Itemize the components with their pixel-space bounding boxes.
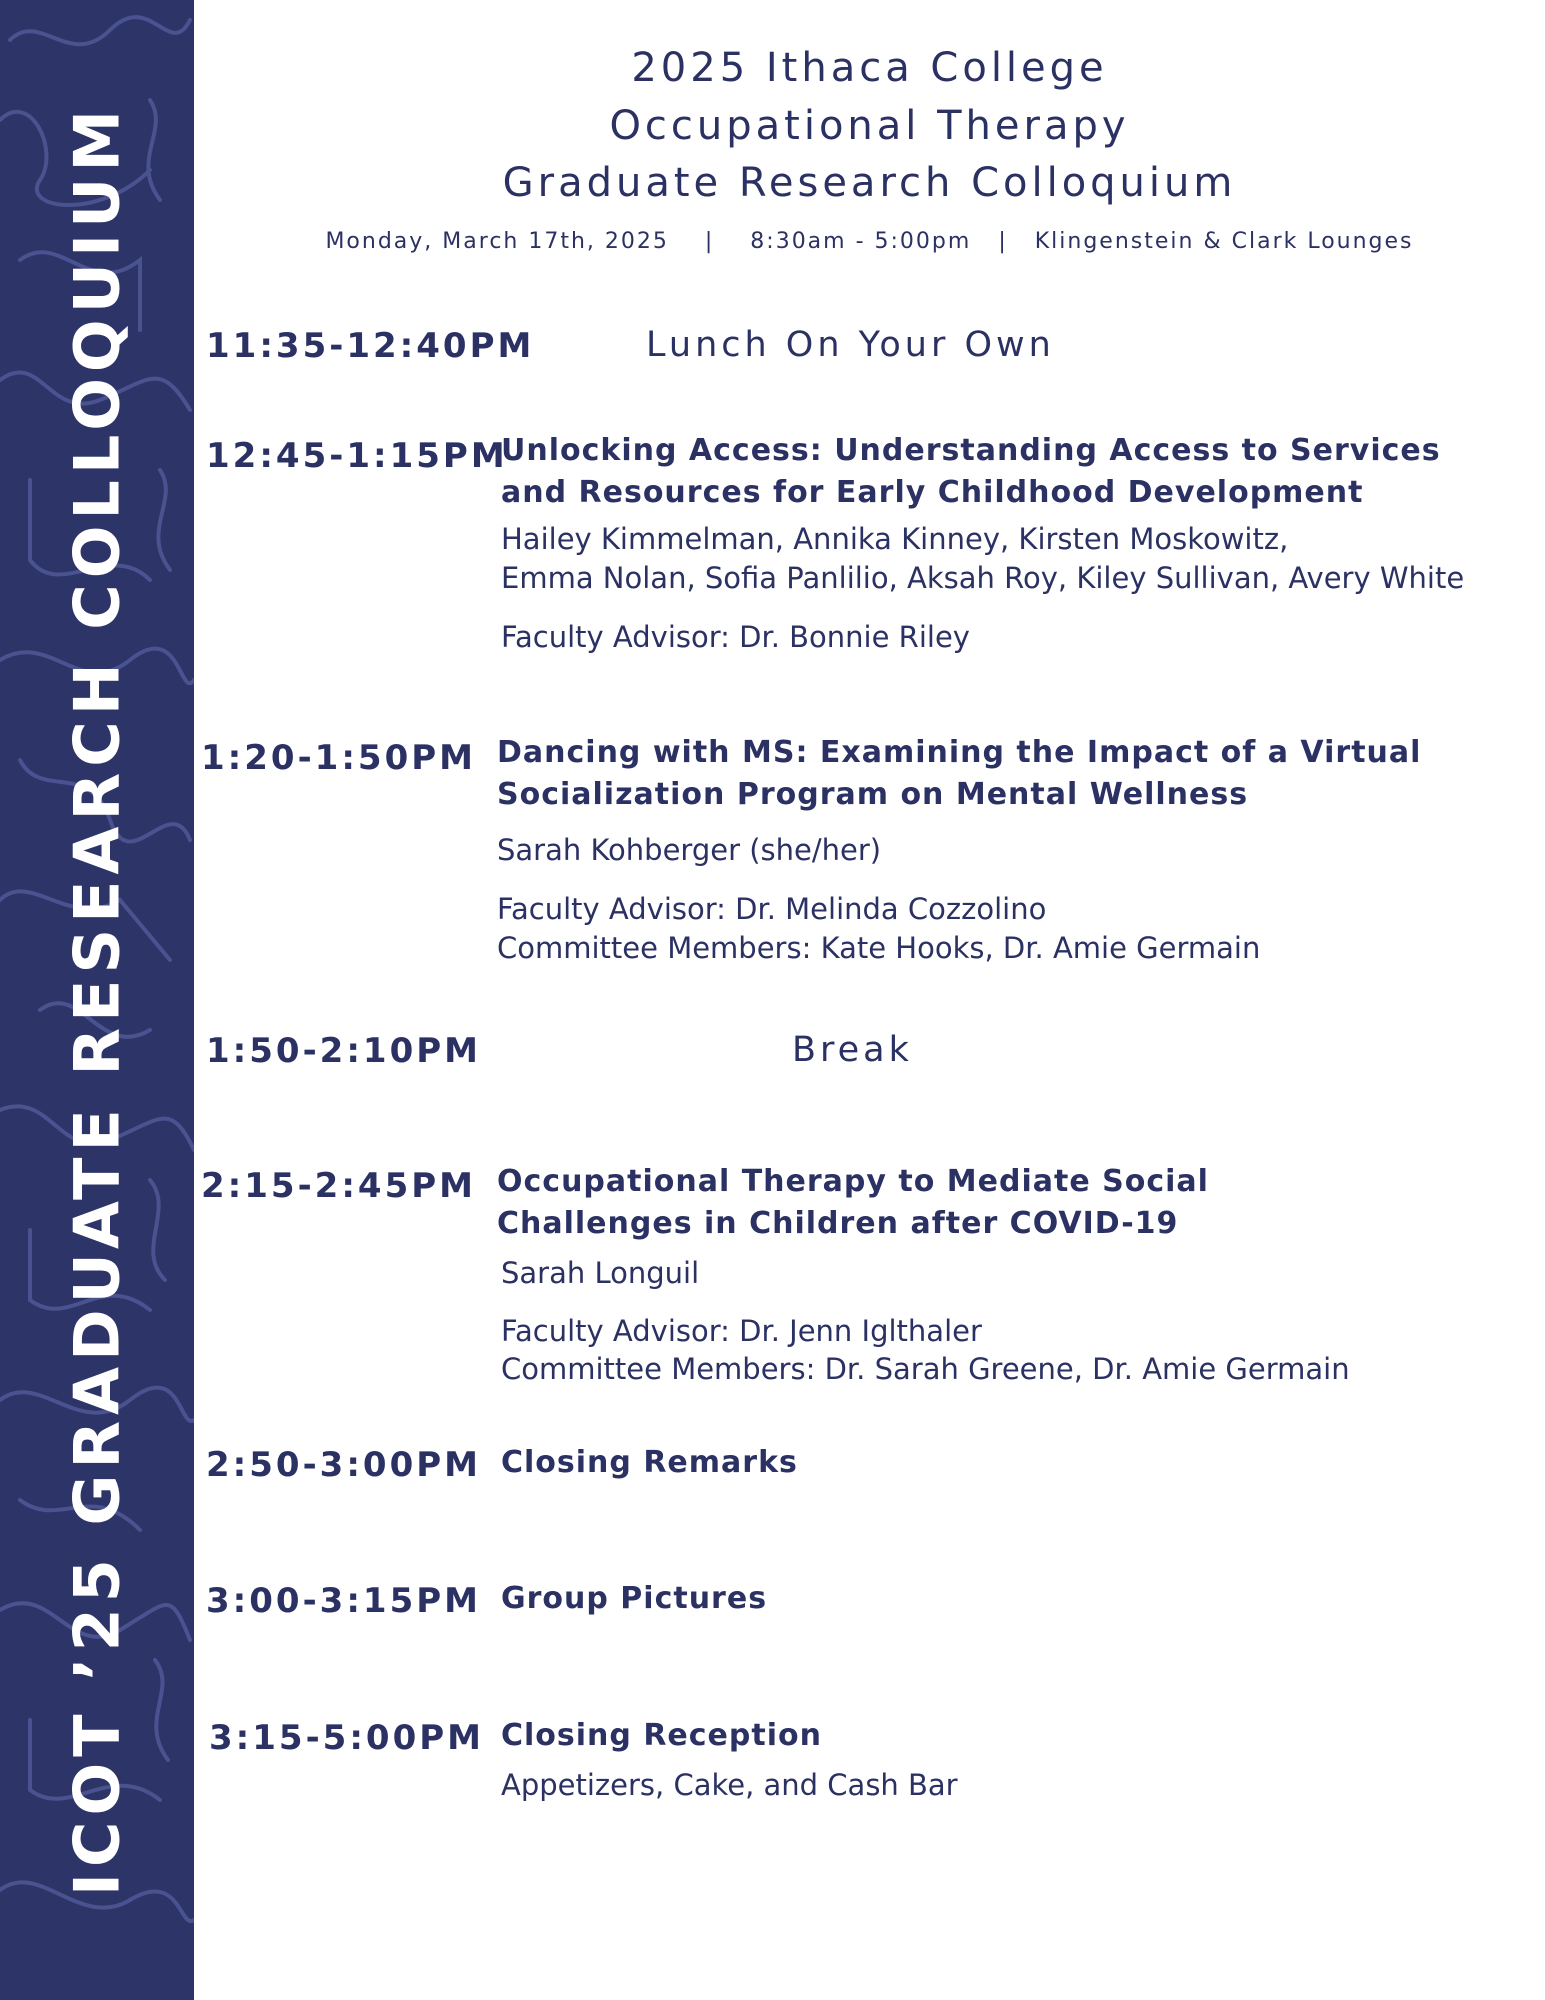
session-title-line: Unlocking Access: Understanding Access to Services <box>501 433 1441 468</box>
event-info <box>194 229 1545 254</box>
reception-detail: Appetizers, Cake, and Cash Bar <box>501 1768 958 1802</box>
committee-members: Committee Members: Dr. Sarah Greene, Dr. Amie Germain <box>501 1352 1350 1386</box>
separator: | <box>998 229 1008 254</box>
faculty-advisor: Faculty Advisor: Dr. Bonnie Riley <box>501 620 970 654</box>
session-title-line: Socialization Program on Mental Wellness <box>497 777 1249 812</box>
session-title <box>497 732 1421 816</box>
session-title-line: and Resources for Early Childhood Development <box>501 475 1364 510</box>
session-title <box>497 1161 1209 1245</box>
faculty-advisor: Faculty Advisor: Dr. Jenn Iglthaler <box>501 1314 982 1348</box>
title-line-2: Occupational Therapy <box>609 103 1130 149</box>
time-slot: 2:50-3:00PM <box>206 1445 482 1485</box>
time-slot: 12:45-1:15PM <box>206 436 508 476</box>
session-title: Closing Remarks <box>501 1445 798 1480</box>
title-line-1: 2025 Ithaca College <box>631 45 1108 91</box>
lunch-label: Lunch On Your Own <box>646 325 1055 365</box>
faculty-advisor: Faculty Advisor: Dr. Melinda Cozzolino <box>497 892 1047 926</box>
committee-members: Committee Members: Kate Hooks, Dr. Amie Germain <box>497 931 1261 965</box>
time-slot: 11:35-12:40PM <box>206 326 535 366</box>
sidebar-title: ICOT ’25 GRADUATE RESEARCH COLLOQUIUM <box>60 103 134 1897</box>
authors-line: Emma Nolan, Sofia Panlilio, Aksah Roy, Kiley Sullivan, Avery White <box>501 561 1465 595</box>
session-authors: Sarah Kohberger (she/her) <box>497 833 882 867</box>
time-slot: 3:15-5:00PM <box>209 1718 485 1758</box>
event-time: 8:30am - 5:00pm <box>750 229 972 254</box>
break-label: Break <box>792 1030 913 1070</box>
session-title <box>501 430 1441 514</box>
authors-line: Hailey Kimmelman, Annika Kinney, Kirsten Moskowitz, <box>501 522 1289 556</box>
time-slot: 3:00-3:15PM <box>206 1581 482 1621</box>
separator: | <box>704 229 715 254</box>
session-authors: Sarah Longuil <box>501 1256 700 1290</box>
session-title-line: Occupational Therapy to Mediate Social <box>497 1164 1209 1199</box>
session-title: Group Pictures <box>501 1581 768 1616</box>
session-title-line: Dancing with MS: Examining the Impact of a Virtual <box>497 735 1422 770</box>
session-authors <box>501 520 1464 598</box>
event-location: Klingenstein & Clark Lounges <box>1034 229 1414 254</box>
time-slot: 2:15-2:45PM <box>201 1166 477 1206</box>
session-title: Closing Reception <box>501 1718 822 1753</box>
time-slot: 1:20-1:50PM <box>201 738 477 778</box>
sidebar-banner <box>0 0 194 2000</box>
title-line-3: Graduate Research Colloquium <box>502 160 1237 206</box>
time-slot: 1:50-2:10PM <box>206 1031 482 1071</box>
session-title-line: Challenges in Children after COVID-19 <box>497 1206 1179 1241</box>
event-date: Monday, March 17th, 2025 <box>325 229 669 254</box>
